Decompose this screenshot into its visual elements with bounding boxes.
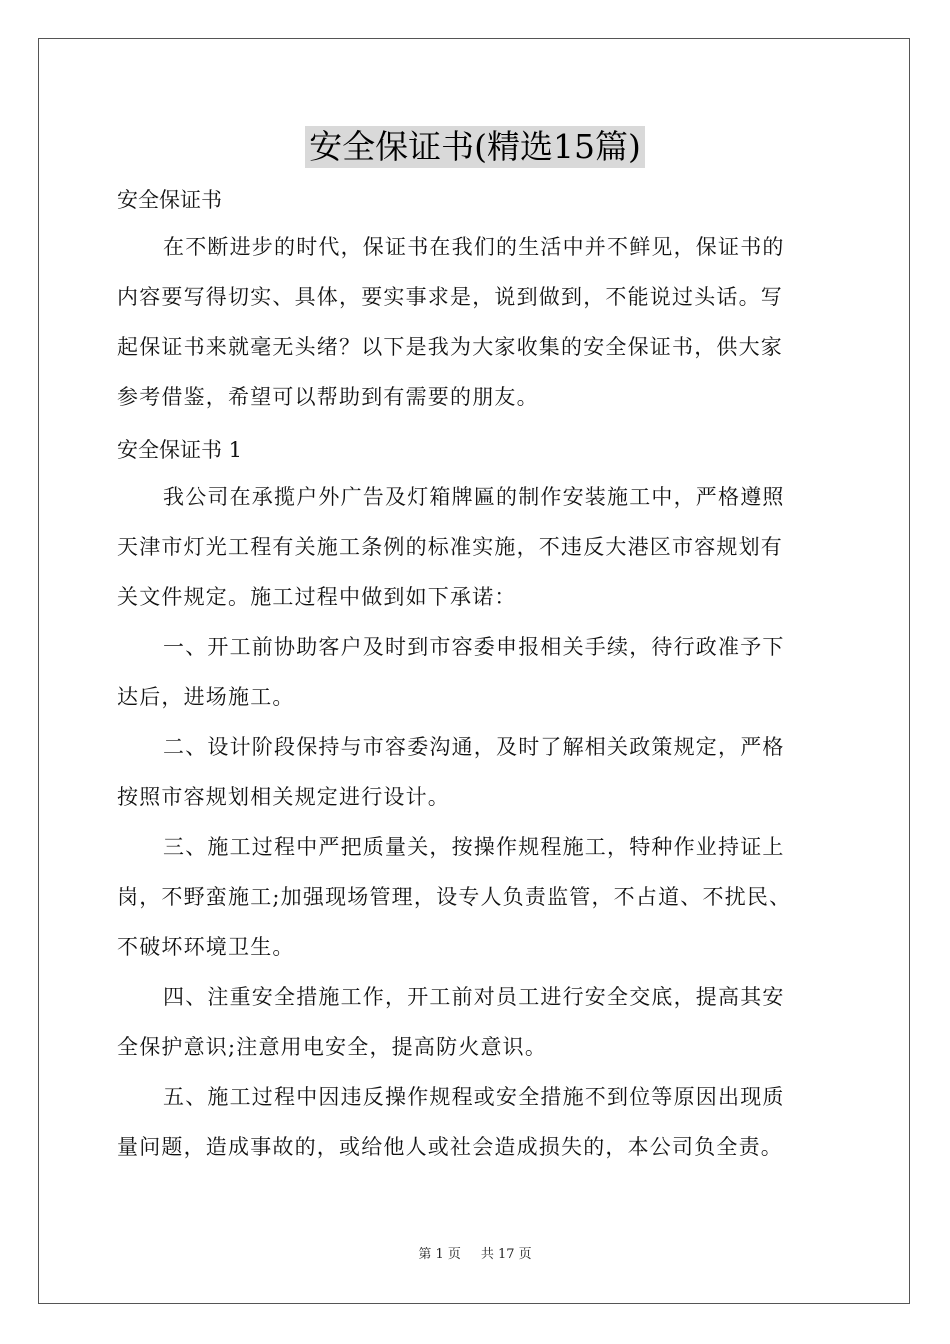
text-line: 四、注重安全措施工作，开工前对员工进行安全交底，提高其安 bbox=[163, 985, 785, 1009]
text-line: 一、开工前协助客户及时到市容委申报相关手续，待行政准予下 bbox=[163, 635, 785, 659]
paragraph-1 bbox=[117, 472, 837, 622]
text-line: 关文件规定。施工过程中做到如下承诺： bbox=[117, 585, 517, 609]
text-line: 不破坏环境卫生。 bbox=[117, 935, 295, 959]
commitment-item-4 bbox=[117, 972, 837, 1072]
text-line: 达后，进场施工。 bbox=[117, 685, 295, 709]
commitment-item-3 bbox=[117, 822, 837, 972]
text-line: 在不断进步的时代，保证书在我们的生活中并不鲜见，保证书的 bbox=[163, 235, 785, 259]
text-line: 三、施工过程中严把质量关，按操作规程施工，特种作业持证上 bbox=[163, 835, 785, 859]
text-line: 二、设计阶段保持与市容委沟通，及时了解相关政策规定，严格 bbox=[163, 735, 785, 759]
page-total: 共 17 页 bbox=[480, 1247, 532, 1262]
text-line: 量问题，造成事故的，或给他人或社会造成损失的，本公司负全责。 bbox=[117, 1135, 783, 1159]
commitment-item-2 bbox=[117, 722, 837, 822]
section-heading-1: 安全保证书 1 bbox=[117, 438, 243, 462]
text-line: 按照市容规划相关规定进行设计。 bbox=[117, 785, 450, 809]
text-line: 岗，不野蛮施工;加强现场管理，设专人负责监管，不占道、不扰民、 bbox=[117, 885, 792, 909]
title-container bbox=[0, 126, 950, 168]
text-line: 全保护意识;注意用电安全，提高防火意识。 bbox=[117, 1035, 548, 1059]
text-line: 起保证书来就毫无头绪？以下是我为大家收集的安全保证书，供大家 bbox=[117, 335, 783, 359]
document-title: 安全保证书(精选15篇) bbox=[305, 126, 645, 168]
text-line: 天津市灯光工程有关施工条例的标准实施，不违反大港区市容规划有 bbox=[117, 535, 783, 559]
text-line: 参考借鉴，希望可以帮助到有需要的朋友。 bbox=[117, 385, 539, 409]
page-footer bbox=[0, 1246, 950, 1264]
text-line: 五、施工过程中因违反操作规程或安全措施不到位等原因出现质 bbox=[163, 1085, 785, 1109]
section-heading: 安全保证书 bbox=[117, 188, 222, 212]
text-line: 我公司在承揽户外广告及灯箱牌匾的制作安装施工中，严格遵照 bbox=[163, 485, 785, 509]
commitment-item-5 bbox=[117, 1072, 837, 1172]
commitment-item-1 bbox=[117, 622, 837, 722]
text-line: 内容要写得切实、具体，要实事求是，说到做到，不能说过头话。写 bbox=[117, 285, 783, 309]
intro-paragraph bbox=[117, 222, 837, 422]
page-number: 第 1 页 bbox=[418, 1247, 461, 1262]
